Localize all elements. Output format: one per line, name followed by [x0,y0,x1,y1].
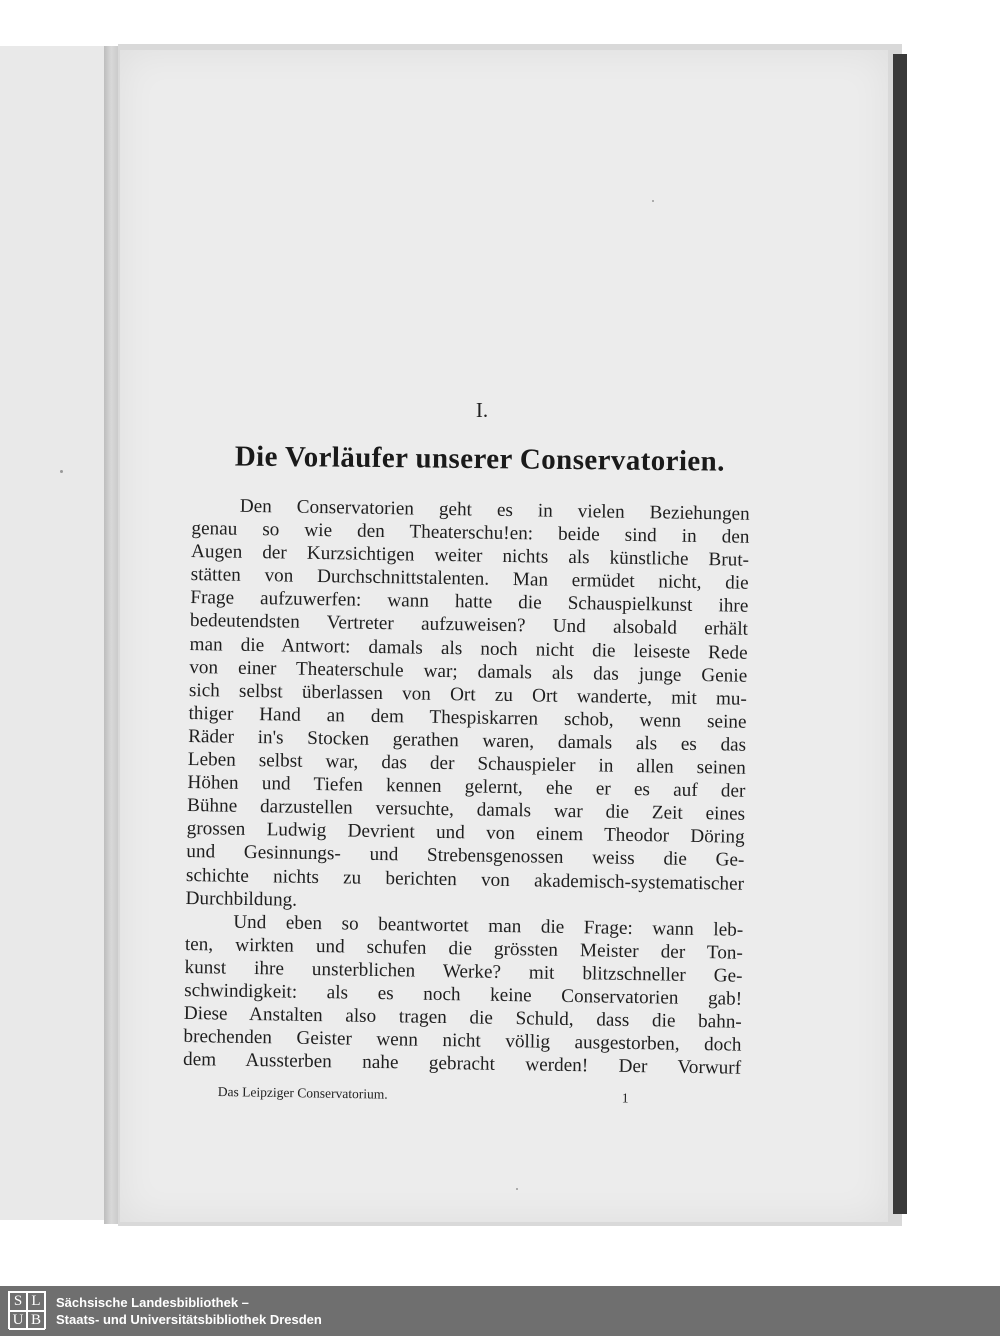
text-line: Bühne darzustellen versuchte, damals war die Zeit eines [186,795,746,825]
logo-letter: B [27,1311,45,1330]
slub-logo-icon [8,1291,46,1329]
text-line: bedeutendsten Vertreter aufzuweisen? Und alsobald erhält [189,610,749,641]
paper-speck [516,1188,518,1190]
logo-letter: U [9,1311,27,1330]
logo-letter: L [27,1292,45,1311]
text-line: Und eben so beantwortet man die Frage: wann leb- [233,911,744,941]
logo-letter: S [9,1292,27,1311]
paper-speck [652,200,654,202]
text-line: schwindigkeit: als es noch keine Conservatorien gab! [184,979,743,1010]
chapter-title: Die Vorläufer unserer Conservatorien. [234,440,725,478]
left-page-edge [0,46,107,1220]
text-line: Durchbildung. [185,887,298,911]
library-name-line1: Sächsische Landesbibliothek – [56,1295,249,1310]
text-line: genau so wie den Theaterschu!en: beide sind in den [191,518,750,548]
text-line: thiger Hand an dem Thespiskarren schob, wenn seine [188,702,747,733]
text-line: man die Antwort: damals als noch nicht die leiseste Rede [189,633,748,664]
text-line: Diese Anstalten also tragen die Schuld, dass die bahn- [183,1002,742,1033]
text-line: Frage aufzuwerfen: wann hatte die Schauspielkunst ihre [190,587,749,618]
library-name-line2: Staats- und Universitätsbibliothek Dresden [56,1312,322,1327]
text-line: Höhen und Tiefen kennen gelernt, ehe er es auf der [187,772,746,802]
text-line: schichte nichts zu berichten von akademisch-systematischer [185,864,745,895]
text-line: und Gesinnungs- und Strebensgenossen weiss die Ge- [186,841,745,872]
text-line: Augen der Kurzsichtigen weiter nichts als künstliche Brut- [190,541,750,571]
text-line: dem Aussterben nahe gebracht werden! Der Vorwurf [182,1049,742,1079]
text-line: stätten von Durchschnittstalenten. Man ermüdet nicht, die [190,564,749,595]
text-line: Den Conservatorien geht es in vielen Beziehungen [239,495,750,525]
book-cover-edge [893,54,907,1214]
chapter-number: I. [475,398,489,422]
library-banner [0,1286,1000,1336]
body-text [183,494,750,1080]
text-line: Räder in's Stocken gerathen waren, damals als es das [188,725,747,756]
footer-title: Das Leipziger Conservatorium. [217,1084,388,1102]
text-line: kunst ihre unsterblichen Werke? mit blitzschneller Ge- [184,956,743,987]
text-line: sich selbst überlassen von Ort zu Ort wanderte, mit mu- [188,679,748,710]
page-number: 1 [621,1090,629,1106]
text-line: von einer Theaterschule war; damals als das junge Genie [189,656,748,687]
text-line: Leben selbst war, das der Schauspieler in allen seinen [187,748,746,779]
text-line: brechenden Geister wenn nicht völlig ausgestorben, doch [183,1026,742,1056]
text-line: grossen Ludwig Devrient und von einem Theodor Döring [186,818,745,849]
text-line: ten, wirkten und schufen die grössten Meister der Ton- [184,933,744,964]
paper-speck [60,470,63,473]
